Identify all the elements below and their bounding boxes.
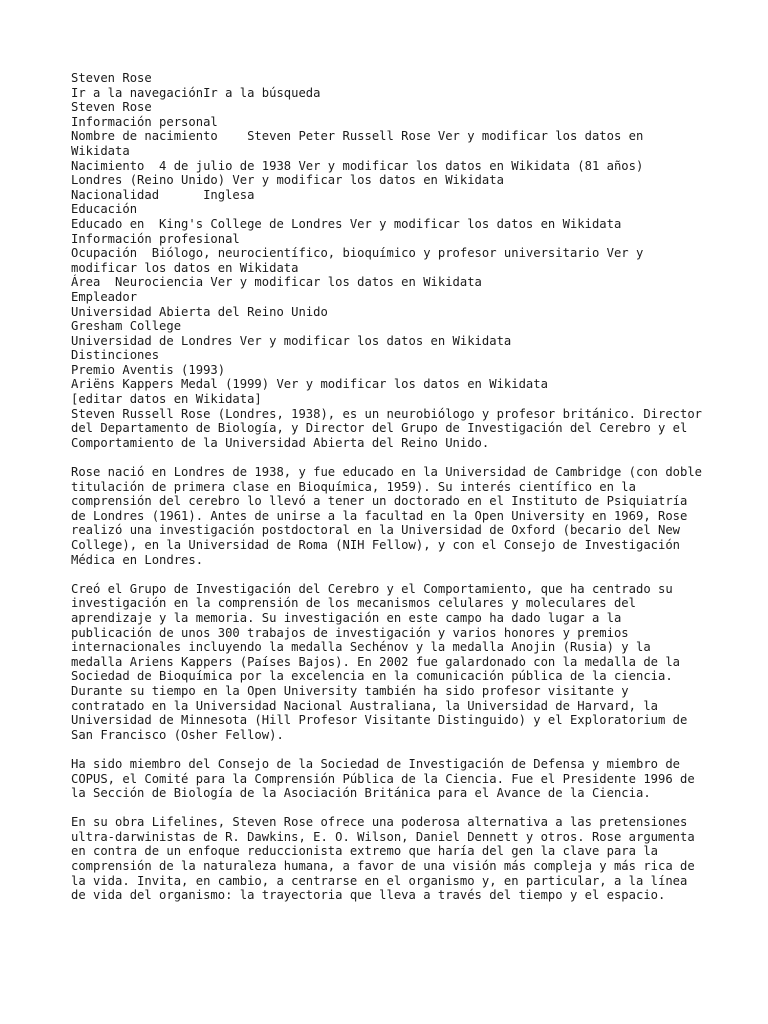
- infobox-employer-2: Gresham College: [71, 319, 182, 334]
- paragraph: Ha sido miembro del Consejo de la Sociedad de Investigación de Defensa y miembro de COPUS, el Comité para la Comprensión Pública de la Ciencia. Fue el Presidente 1996 de la Sección de Biología de la Asociación Británica para el Avance de la Ciencia.: [71, 756, 695, 801]
- paragraph: Creó el Grupo de Investigación del Cerebro y el Comportamiento, que ha centrado su investigación en la comprensión de los mecanismos celulares y moleculares del aprendizaje y la memoria. Su investigación en este campo ha dado lugar a la publicación de unos 300 trabajos de investigación y varios honores y premios internacionales incluyendo la medalla Sechénov y la medalla Anojin (Rusia) y la medalla Ariens Kappers (Países Bajos). En 2002 fue galardonado con la medalla de la Sociedad de Bioquímica por la excelencia en la comunicación pública de la ciencia. Durante su tiempo en la Open University también ha sido profesor visitante y contratado en la Universidad Nacional Australiana, la Universidad de Harvard, la Universidad de Minnesota (Hill Profesor Visitante Distinguido) y el Exploratorium de San Francisco (Osher Fellow).: [71, 581, 688, 742]
- infobox-employer-1: Universidad Abierta del Reino Unido: [71, 304, 328, 319]
- infobox-occupation: Ocupación Biólogo, neurocientífico, bioquímico y profesor universitario Ver y modificar los datos en Wikidata: [71, 246, 651, 275]
- infobox-field: Área Neurociencia Ver y modificar los datos en Wikidata: [71, 275, 482, 290]
- infobox-birth-place: Londres (Reino Unido) Ver y modificar los datos en Wikidata: [71, 173, 504, 188]
- doc-title: Steven Rose: [71, 71, 152, 85]
- infobox-nationality: Nacionalidad Inglesa: [71, 187, 255, 202]
- infobox-award-2: Ariëns Kappers Medal (1999) Ver y modificar los datos en Wikidata: [71, 377, 548, 392]
- infobox-birth-name: Nombre de nacimiento Steven Peter Russell Rose Ver y modificar los datos en Wikidata: [71, 129, 651, 158]
- infobox-educated-at: Educado en King's College de Londres Ver y modificar los datos en Wikidata: [71, 216, 622, 231]
- infobox-employer-label: Empleador: [71, 289, 138, 304]
- infobox-section-personal: Información personal: [71, 114, 218, 129]
- skip-links: Ir a la navegaciónIr a la búsqueda: [71, 85, 321, 100]
- infobox-edit-link: [editar datos en Wikidata]: [71, 392, 262, 407]
- infobox-section-professional: Información profesional: [71, 231, 240, 246]
- paragraph: En su obra Lifelines, Steven Rose ofrece una poderosa alternativa a las pretensiones ultra-darwinistas de R. Dawkins, E. O. Wilson, Daniel Dennett y otros. Rose argumenta en contra de un enfoque reduccionista extremo que haría del gen la clave para la comprensión de la naturaleza humana, a favor de una visión más compleja y más rica de la vida. Invita, en cambio, a centrarse en el organismo y, en particular, a la línea de vida del organismo: la trayectoria que lleva a través del tiempo y el espacio.: [71, 815, 695, 903]
- document-body: [71, 71, 707, 917]
- infobox-awards-label: Distinciones: [71, 348, 160, 363]
- infobox-award-1: Premio Aventis (1993): [71, 362, 226, 377]
- infobox-employer-3: Universidad de Londres Ver y modificar los datos en Wikidata: [71, 333, 512, 348]
- paragraph: Rose nació en Londres de 1938, y fue educado en la Universidad de Cambridge (con doble titulación de primera clase en Bioquímica, 1959). Su interés científico en la comprensión del cerebro lo llevó a tener un doctorado en el Instituto de Psiquiatría de Londres (1961). Antes de unirse a la facultad en la Open University en 1969, Rose realizó una investigación postdoctoral en la Universidad de Oxford (becario del New College), en la Universidad de Roma (NIH Fellow), y con el Consejo de Investigación Médica en Londres.: [71, 465, 703, 567]
- infobox-birth-date: Nacimiento 4 de julio de 1938 Ver y modificar los datos en Wikidata (81 años): [71, 158, 644, 173]
- paragraph: Steven Russell Rose (Londres, 1938), es un neurobiólogo y profesor británico. Director del Departamento de Biología, y Director del Grupo de Investigación del Cerebro y el Comportamiento de la Universidad Abierta del Reino Unido.: [71, 406, 703, 450]
- infobox-section-education: Educación: [71, 202, 138, 217]
- infobox-title: Steven Rose: [71, 100, 152, 115]
